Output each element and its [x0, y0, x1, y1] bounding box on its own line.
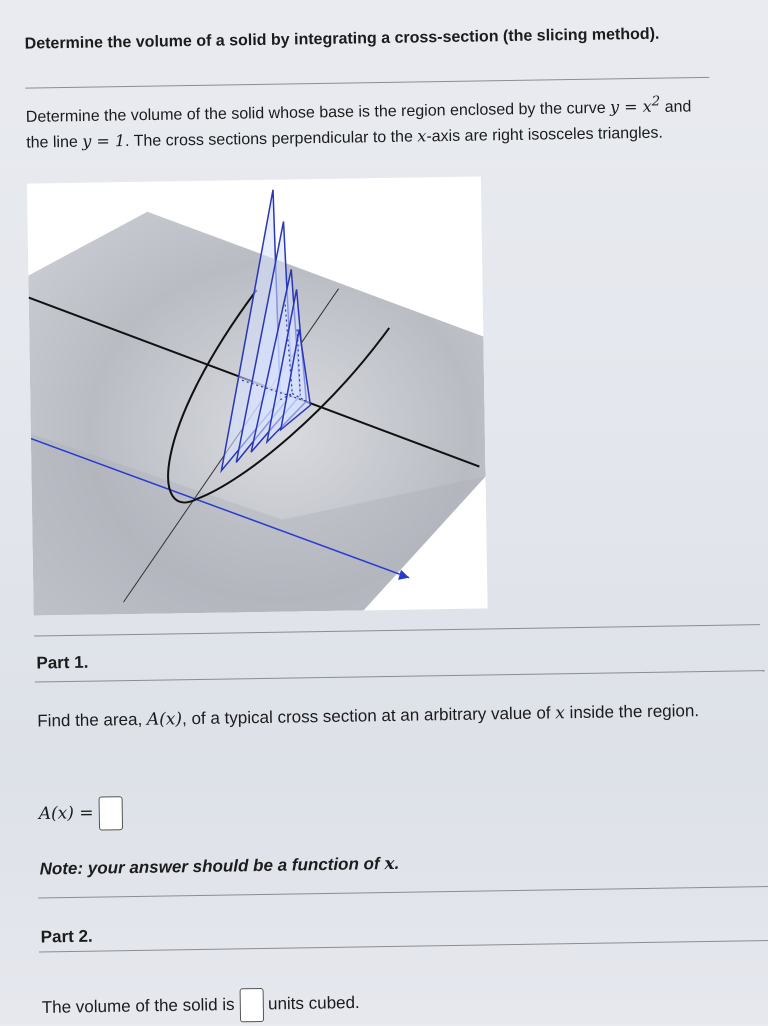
part1-label: Part 1. — [36, 652, 89, 673]
curve-equation: $y = x^2$ — [609, 94, 661, 117]
note-divider — [38, 886, 768, 899]
volume-answer-row: The volume of the solid is units cubed. — [42, 986, 360, 1025]
figure-divider — [34, 624, 760, 636]
title-divider — [25, 77, 709, 89]
part2-label: Part 2. — [40, 926, 93, 947]
volume-answer-input[interactable] — [239, 988, 264, 1022]
part2-divider — [39, 940, 768, 953]
part1-note: Note: your answer should be a function of x. — [39, 853, 400, 879]
line-equation: y = 1 — [82, 131, 126, 152]
x-axis-arrow — [398, 570, 409, 580]
area-answer-input[interactable] — [98, 796, 123, 830]
area-answer-row — [39, 796, 123, 831]
part1-question: Find the area, A(x), of a typical cross section at an arbitrary value of x inside the region. — [37, 701, 700, 731]
part1-divider — [35, 670, 765, 682]
page-title: Determine the volume of a solid by integrating a cross-section (the slicing method). — [24, 25, 660, 53]
problem-statement: Determine the volume of the solid whose base is the region enclosed by the curve $y = x^2$ and the line y = 1. The cross sections perpendicular to the x-axis are right isosceles triangles. — [25, 94, 692, 152]
area-answer-label: A(x) = — [38, 803, 94, 824]
solid-figure — [27, 176, 488, 615]
solid-illustration — [27, 176, 488, 615]
